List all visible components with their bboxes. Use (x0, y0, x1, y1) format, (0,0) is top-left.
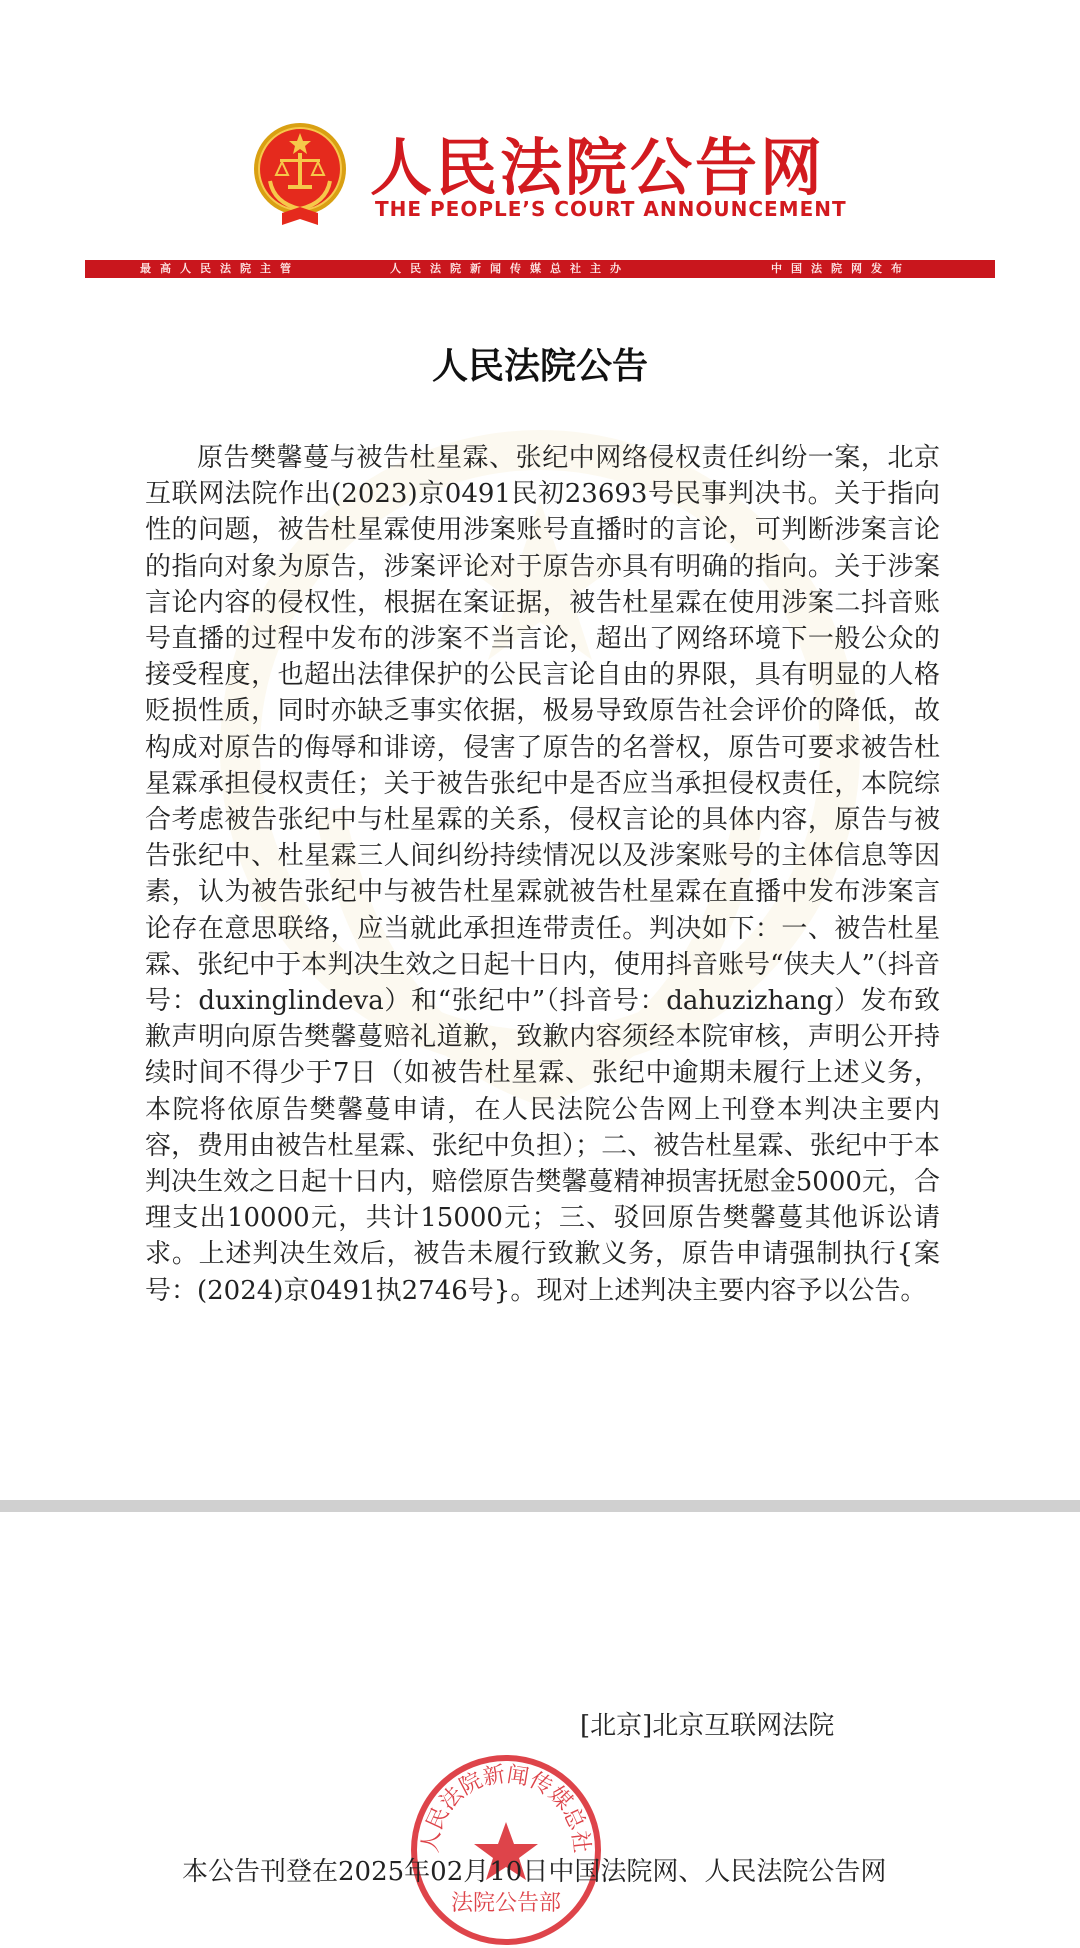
bar-segment-organizer: 人民法院新闻传媒总社主办 (390, 262, 630, 275)
court-signature: [北京]北京互联网法院 (580, 1711, 835, 1741)
publication-note: 本公告刊登在2025年02月10日中国法院网、人民法院公告网 (182, 1857, 887, 1887)
red-star-seal-icon (408, 1752, 604, 1948)
bar-segment-publisher: 中国法院网发布 (771, 262, 911, 275)
court-emblem-icon (252, 117, 348, 229)
announcement-body: 原告樊馨蔓与被告杜星霖、张纪中网络侵权责任纠纷一案，北京互联网法院作出(2023)京0491民初23693号民事判决书。关于指向性的问题，被告杜星霖使用涉案账号直播时的言论，可判断涉案言论的指向对象为原告，涉案评论对于原告亦具有明确的指向。关于涉案言论内容的侵权性，根据在案证据，被告杜星霖在使用涉案二抖音账号直播的过程中发布的涉案不当言论，超出了网络环境下一般公众的接受程度，也超出法律保护的公民言论自由的界限，具有明显的人格贬损性质，同时亦缺乏事实依据，极易导致原告社会评价的降低，故构成对原告的侮辱和诽谤，侵害了原告的名誉权，原告可要求被告杜星霖承担侵权责任；关于被告张纪中是否应当承担侵权责任，本院综合考虑被告张纪中与杜星霖的关系，侵权言论的具体内容，原告与被告张纪中、杜星霖三人间纠纷持续情况以及涉案账号的主体信息等因素，认为被告张纪中与被告杜星霖就被告杜星霖在直播中发布涉案言论存在意思联络，应当就此承担连带责任。判决如下：一、被告杜星霖、张纪中于本判决生效之日起十日内，使用抖音账号“侠夫人”（抖音号：duxinglindeva）和“张纪中”（抖音号：dahuzizhang）发布致歉声明向原告樊馨蔓赔礼道歉，致歉内容须经本院审核，声明公开持续时间不得少于7日（如被告杜星霖、张纪中逾期未履行上述义务，本院将依原告樊馨蔓申请，在人民法院公告网上刊登本判决主要内容，费用由被告杜星霖、张纪中负担）；二、被告杜星霖、张纪中于本判决生效之日起十日内，赔偿原告樊馨蔓精神损害抚慰金5000元，合理支出10000元，共计15000元；三、驳回原告樊馨蔓其他诉讼请求。上述判决生效后，被告未履行致歉义务，原告申请强制执行{案号：(2024)京0491执2746号}。现对上述判决主要内容予以公告。 (145, 443, 940, 1306)
header-red-bar (85, 260, 995, 278)
seal-arc-text: 人民法院新闻传媒总社 (418, 1762, 594, 1855)
bar-segment-supervisor: 最高人民法院主管 (140, 262, 300, 275)
brand-name-en: THE PEOPLE’S COURT ANNOUNCEMENT (375, 197, 847, 221)
section-divider (0, 1500, 1080, 1512)
brand-name-cn: 人民法院公告网 (370, 131, 826, 204)
page-header (0, 0, 1080, 290)
announcement-title: 人民法院公告 (431, 345, 648, 387)
seal-bottom-text: 法院公告部 (450, 1891, 562, 1916)
